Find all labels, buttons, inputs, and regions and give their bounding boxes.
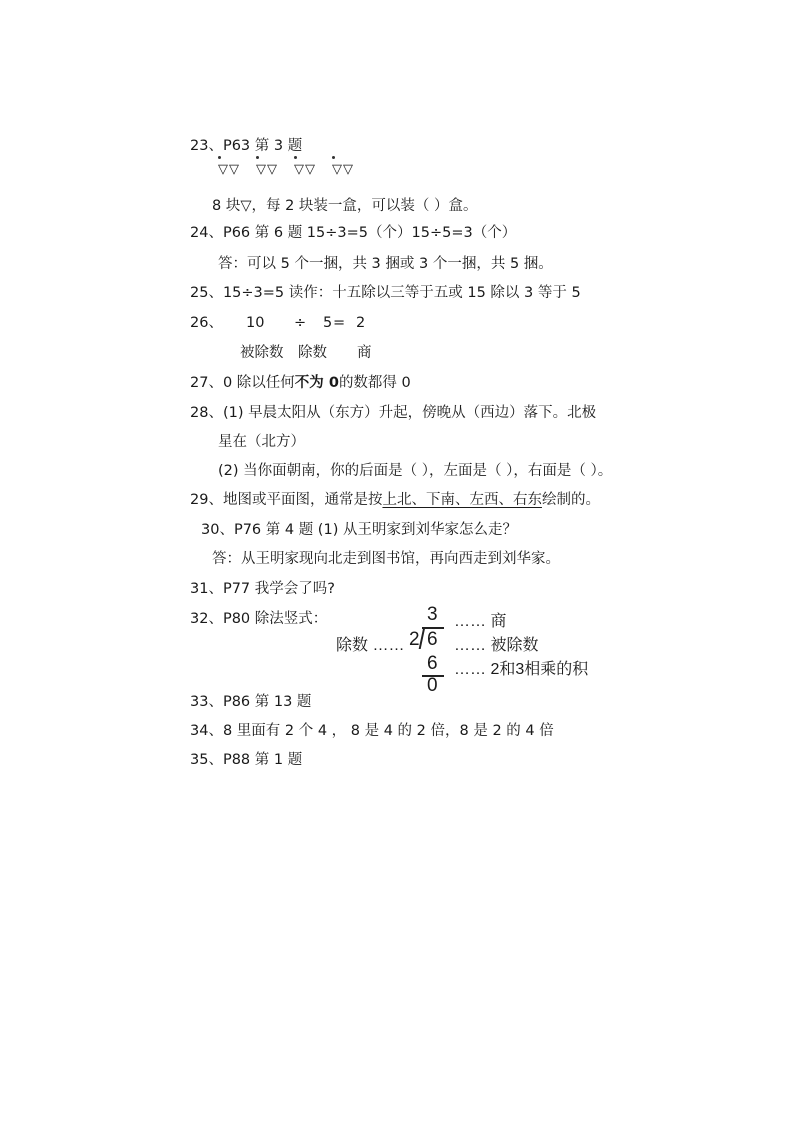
item-30-answer: 答：从王明家现向北走到图书馆，再向西走到刘华家。 (212, 551, 560, 567)
item-25: 25、15÷3=5 读作：十五除以三等于五或 15 除以 3 等于 5 (190, 285, 581, 301)
triangle-pair-icon: ▽▽ (332, 156, 392, 184)
item-27-pre: 27、0 除以任何 (190, 375, 295, 391)
division-dividend: 6 (427, 629, 438, 650)
item-24: 24、P66 第 6 题 15÷3=5（个）15÷5=3（个） (190, 225, 517, 241)
item-24-answer: 答：可以 5 个一捆，共 3 捆或 3 个一捆，共 5 捆。 (218, 256, 553, 272)
division-label-product: …… 2和3相乘的积 (454, 661, 589, 678)
item-29-pre: 29、地图或平面图，通常是按 (190, 492, 383, 508)
division-divisor: 2 (409, 629, 420, 650)
item-27-bold: 不为 0 (294, 375, 339, 391)
item-23: 23、P63 第 3 题 (190, 138, 303, 154)
item-26-label-divisor: 除数 (298, 345, 327, 361)
item-26-dividend: 10 (246, 315, 265, 331)
item-26-label-quotient: 商 (357, 345, 372, 361)
item-23-text: 8 块▽，每 2 块装一盒，可以装（ ）盒。 (212, 198, 478, 214)
triangle-pair-icon: ▽▽ (294, 156, 354, 184)
division-label-quotient: …… 商 (454, 613, 507, 630)
division-quotient: 3 (427, 604, 438, 625)
item-34: 34、8 里面有 2 个 4 ， 8 是 4 的 2 倍，8 是 2 的 4 倍 (190, 723, 554, 739)
item-26-quotient: 2 (356, 315, 366, 331)
item-27 (190, 373, 411, 393)
item-35: 35、P88 第 1 题 (190, 752, 303, 768)
long-division-diagram (336, 604, 596, 697)
triangle-pair-icon: ▽▽ (256, 156, 316, 184)
item-33: 33、P86 第 13 题 (190, 694, 312, 710)
division-remainder: 0 (427, 675, 438, 696)
item-27-post: 的数都得 0 (338, 375, 411, 391)
item-28-1: 28、(1) 早晨太阳从（东方）升起，傍晚从（西边）落下。北极 (190, 405, 597, 421)
item-26-equals: = (333, 315, 346, 331)
item-26-number: 26、 (190, 315, 223, 331)
division-product: 6 (427, 653, 438, 674)
item-31: 31、P77 我学会了吗? (190, 581, 335, 597)
item-29 (190, 490, 600, 510)
item-26-divide-sign: ÷ (294, 315, 307, 331)
division-label-dividend: …… 被除数 (454, 637, 539, 654)
item-30: 30、P76 第 4 题 (1) 从王明家到刘华家怎么走？ (201, 522, 517, 538)
item-32: 32、P80 除法竖式： (190, 611, 328, 627)
item-29-underlined: 上北、下南、左西、右东 (382, 492, 542, 508)
division-bracket-side (419, 627, 425, 649)
item-26-label-dividend: 被除数 (240, 345, 284, 361)
item-26-divisor: 5 (323, 315, 333, 331)
item-28-1-cont: 星在（北方） (218, 434, 305, 450)
division-label-divisor: 除数 …… (336, 637, 405, 654)
triangle-pair-icon: ▽▽ (218, 156, 278, 184)
item-28-2: (2) 当你面朝南，你的后面是（ ），左面是（ ），右面是（ ）。 (218, 463, 613, 479)
item-29-post: 绘制的。 (541, 492, 600, 508)
